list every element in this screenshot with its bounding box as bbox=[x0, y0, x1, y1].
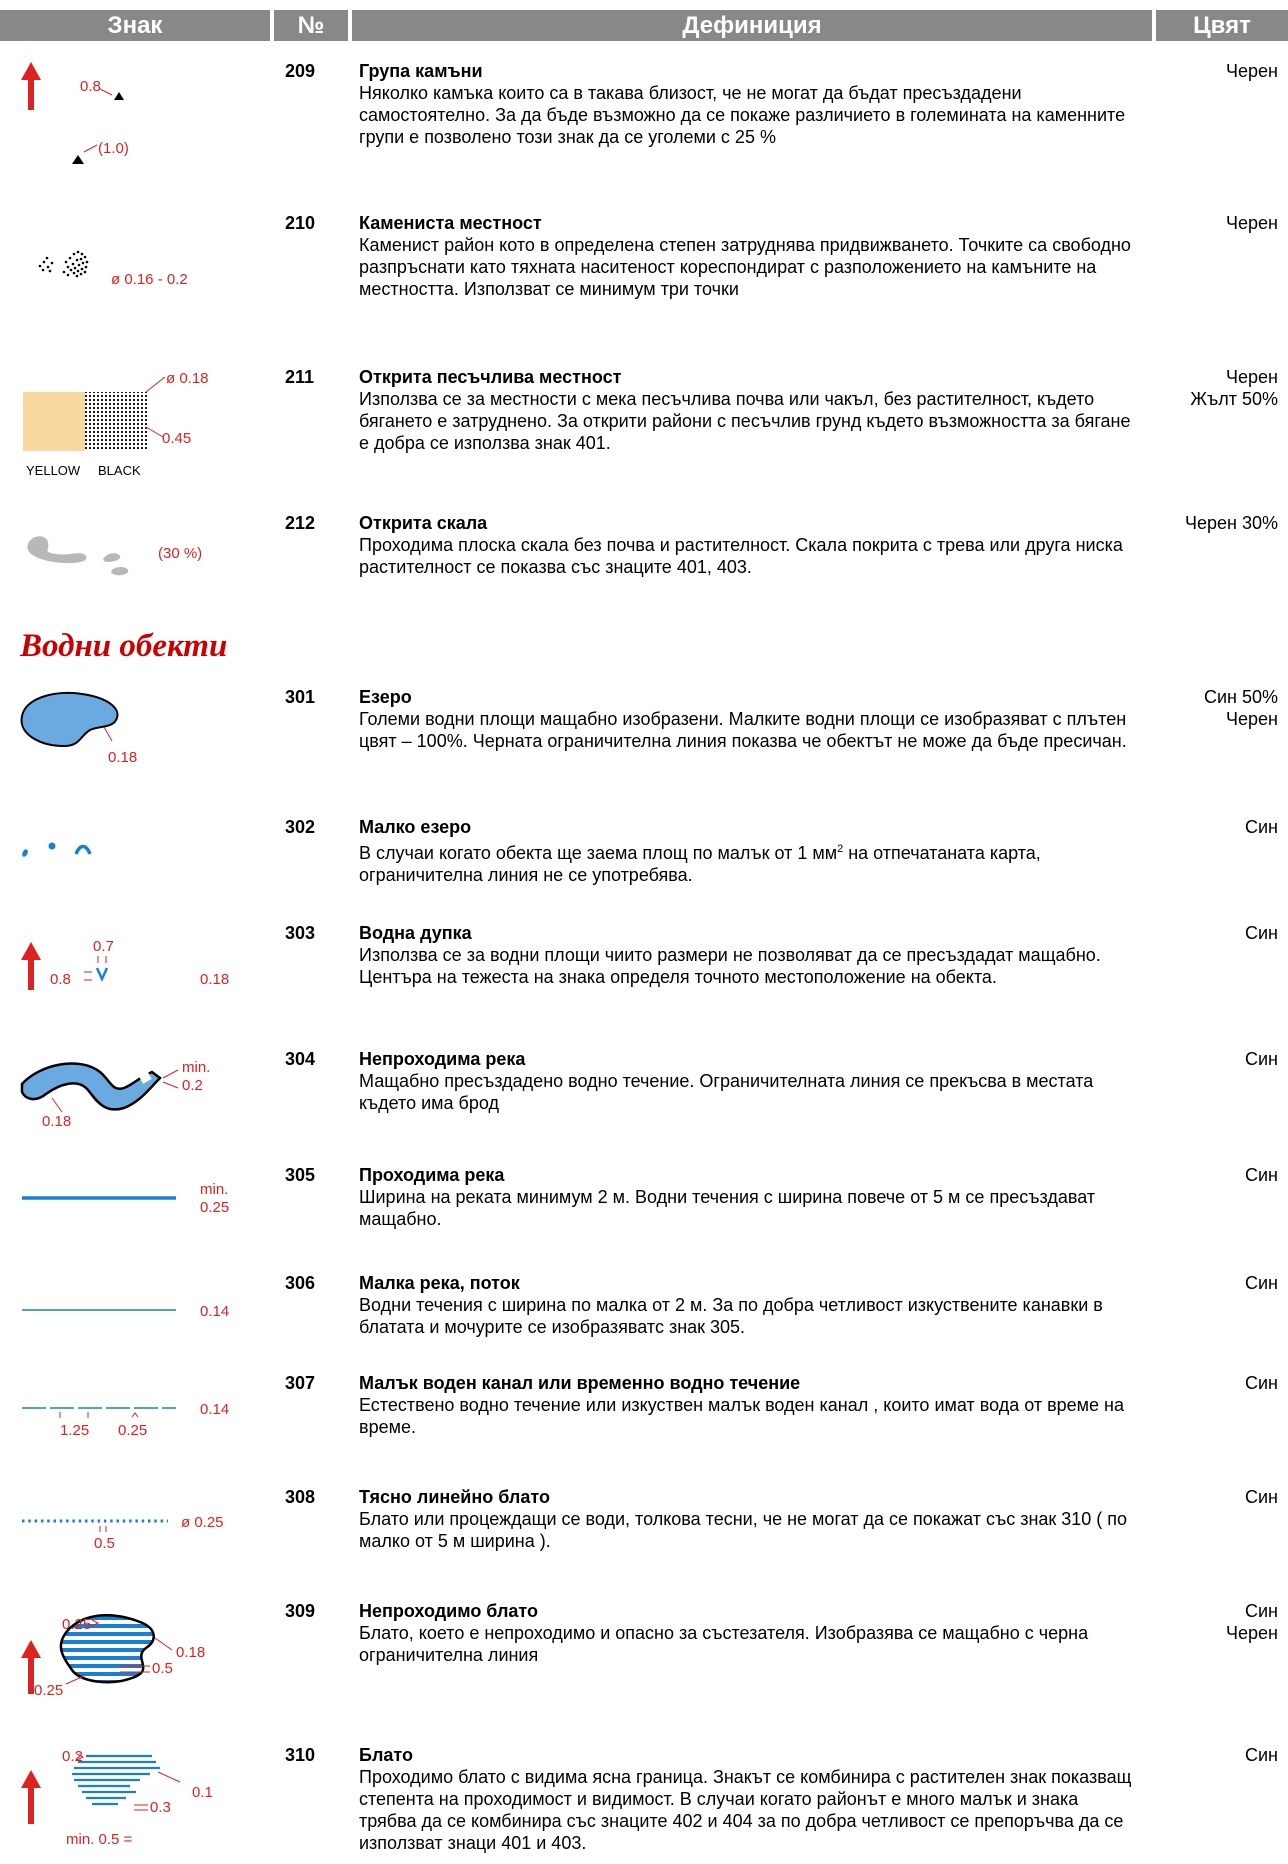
label-209-a: 0.8 bbox=[80, 78, 101, 95]
title-305: Проходима река bbox=[359, 1165, 505, 1185]
label-309-a: 0.25 bbox=[62, 1616, 92, 1633]
symbol-uncrossable-marsh-icon bbox=[0, 1600, 270, 1720]
symbol-stone-group-icon bbox=[0, 60, 270, 180]
title-301: Езеро bbox=[359, 687, 412, 707]
title-310: Блато bbox=[359, 1745, 413, 1765]
symbol-bare-rock-icon bbox=[0, 512, 270, 632]
number-210: 210 bbox=[285, 213, 316, 233]
header-definition: Дефиниция bbox=[352, 10, 1152, 41]
desc-310: Проходимо блато с видима ясна граница. Знакът се комбинира с растителен знак показващ степента на проходимост и видимост. В случаи когато районът е много малък и знака трябва да се комбинира със знаците 402 и 404 за по добра четливост се препоръчва да се използват знаци 401 и 403. bbox=[359, 1767, 1132, 1853]
title-212: Открита скала bbox=[359, 513, 488, 533]
title-307: Малък воден канал или временно водно течение bbox=[359, 1373, 801, 1393]
label-304-c: 0.18 bbox=[42, 1113, 72, 1130]
label-yellow: YELLOW bbox=[26, 463, 81, 478]
section-title-water: Водни обекти bbox=[20, 628, 228, 664]
label-310-d: min. 0.5 = bbox=[66, 1831, 133, 1848]
color-212: Черен 30% bbox=[1185, 513, 1278, 533]
symbol-stony-ground-icon bbox=[0, 212, 270, 332]
number-308: 308 bbox=[285, 1487, 316, 1507]
label-303-b: 0.8 bbox=[50, 971, 71, 988]
symbol-lake-icon bbox=[0, 686, 270, 806]
label-304-a: min. bbox=[182, 1059, 211, 1076]
number-212: 212 bbox=[285, 513, 316, 533]
symbol-uncrossable-river-icon bbox=[0, 1048, 270, 1168]
label-209-b: (1.0) bbox=[98, 140, 129, 157]
title-211: Открита песъчлива местност bbox=[359, 367, 622, 387]
title-308: Тясно линейно блато bbox=[359, 1487, 550, 1507]
label-305-b: 0.25 bbox=[200, 1199, 230, 1216]
desc-304: Мащабно пресъздадено водно течение. Ограничителната линия се прекъсва в местата където има брод bbox=[359, 1071, 1094, 1113]
title-304: Непроходима река bbox=[359, 1049, 526, 1069]
color-306: Син bbox=[1245, 1273, 1278, 1293]
number-304: 304 bbox=[285, 1049, 316, 1069]
number-211: 211 bbox=[285, 367, 315, 387]
label-309-c: 0.5 bbox=[152, 1660, 173, 1677]
label-310-b: 0.1 bbox=[192, 1784, 213, 1801]
color-303: Син bbox=[1245, 923, 1278, 943]
label-303-a: 0.7 bbox=[93, 938, 114, 955]
desc-301: Големи водни площи мащабно изобразени. Малките водни площи се изобразяват с плътен цвят – 100%. Черната ограничителна линия показва че обектът не може да бъде пресичан. bbox=[359, 709, 1127, 751]
symbol-crossable-river-icon bbox=[0, 1164, 270, 1284]
title-210: Камениста местност bbox=[359, 213, 542, 233]
color-210: Черен bbox=[1226, 213, 1278, 233]
label-305-a: min. bbox=[200, 1181, 229, 1198]
header-color: Цвят bbox=[1156, 10, 1288, 41]
desc-306: Водни течения с ширина по малка от 2 м. За по добра четливост изкуствените канавки в блатата и мочурите се изобразяватс знак 305. bbox=[359, 1295, 1103, 1337]
desc-303: Използва се за водни площи чиито размери не позволяват да се пресъздадат мащабно. Центъра на тежеста на знака определя точното местоположение на обекта. bbox=[359, 945, 1101, 987]
color-309: Син Черен bbox=[1226, 1601, 1278, 1643]
number-305: 305 bbox=[285, 1165, 316, 1185]
desc-211: Използва се за местности с мека песъчлива почва или чакъл, без растителност, където бягането е затруднено. За открити райони с песъчлив грунд където възможността за бягане е добра се използва знак 401. bbox=[359, 389, 1131, 453]
number-310: 310 bbox=[285, 1745, 316, 1765]
label-303-c: 0.18 bbox=[200, 971, 230, 988]
symbol-sandy-ground-icon bbox=[0, 366, 270, 486]
number-309: 309 bbox=[285, 1601, 316, 1621]
label-310-c: 0.3 bbox=[150, 1799, 171, 1816]
symbol-minor-channel-icon bbox=[0, 1372, 270, 1492]
title-309: Непроходимо блато bbox=[359, 1601, 538, 1621]
label-211-b: 0.45 bbox=[162, 430, 192, 447]
symbol-water-hole-icon bbox=[0, 922, 270, 1042]
number-209: 209 bbox=[285, 61, 316, 81]
desc-212: Проходима плоска скала без почва и растителност. Скала покрита с трева или друга ниска растителност се показва със знаците 401, 403. bbox=[359, 535, 1123, 577]
title-302: Малко езеро bbox=[359, 817, 472, 837]
label-304-b: 0.2 bbox=[182, 1077, 203, 1094]
number-301: 301 bbox=[285, 687, 316, 707]
color-307: Син bbox=[1245, 1373, 1278, 1393]
color-301: Син 50% Черен bbox=[1203, 687, 1278, 729]
label-307-c: 0.25 bbox=[118, 1422, 148, 1439]
color-310: Син bbox=[1245, 1745, 1278, 1765]
number-307: 307 bbox=[285, 1373, 316, 1393]
label-308-b: 0.5 bbox=[94, 1535, 115, 1552]
desc-305: Ширина на реката минимум 2 м. Водни течения с ширина повече от 5 м се пресъздават мащабно. bbox=[359, 1187, 1096, 1229]
desc-209: Няколко камъка които са в такава близост, че не могат да бъдат пресъздадени самостоятелно. За да бъде възможно да се покаже различието в големината на каменните групи е позволено този знак да се уголеми с 25 % bbox=[359, 83, 1126, 147]
header-number: № bbox=[274, 10, 348, 41]
label-210: ø 0.16 - 0.2 bbox=[111, 271, 188, 288]
desc-308: Блато или процеждащи се води, толкова тесни, че не могат да се покажат със знак 310 ( по малко от 5 м ширина ). bbox=[359, 1509, 1128, 1551]
desc-309: Блато, което е непроходимо и опасно за състезателя. Изобразява се мащабно с черна ограничителна линия bbox=[359, 1623, 1089, 1665]
label-307-b: 1.25 bbox=[60, 1422, 90, 1439]
label-309-b: 0.18 bbox=[176, 1644, 206, 1661]
symbol-marsh-icon bbox=[0, 1744, 270, 1864]
label-212: (30 %) bbox=[158, 545, 203, 562]
number-302: 302 bbox=[285, 817, 316, 837]
label-309-d: 0.25 bbox=[34, 1682, 64, 1699]
color-308: Син bbox=[1245, 1487, 1278, 1507]
title-303: Водна дупка bbox=[359, 923, 472, 943]
number-303: 303 bbox=[285, 923, 316, 943]
label-308-a: ø 0.25 bbox=[181, 1514, 224, 1531]
color-211: Черен Жълт 50% bbox=[1190, 367, 1278, 409]
color-305: Син bbox=[1245, 1165, 1278, 1185]
color-302: Син bbox=[1245, 817, 1278, 837]
label-307-a: 0.14 bbox=[200, 1401, 230, 1418]
desc-302: В случаи когато обекта ще заема площ по малък от 1 $мм^2$ на отпечатаната карта, ограничителна линия не се употребява. bbox=[359, 843, 1041, 885]
symbol-narrow-marsh-icon bbox=[0, 1486, 270, 1606]
label-301: 0.18 bbox=[108, 749, 138, 766]
desc-307: Естествено водно течение или изкуствен малък воден канал , които имат вода от време на време. bbox=[359, 1395, 1124, 1437]
desc-210: Каменист район кото в определена степен затруднява придвижването. Точките са свободно разпръснати като тяхната наситеност кореспондират с разположението на камъните на местността. Използват се минимум три точки bbox=[359, 235, 1131, 299]
label-211-a: ø 0.18 bbox=[166, 370, 209, 387]
title-209: Група камъни bbox=[359, 61, 483, 81]
color-304: Син bbox=[1245, 1049, 1278, 1069]
number-306: 306 bbox=[285, 1273, 316, 1293]
label-310-a: 0.2 bbox=[62, 1748, 83, 1765]
symbol-small-lake-icon bbox=[0, 816, 270, 936]
title-306: Малка река, поток bbox=[359, 1273, 520, 1293]
color-209: Черен bbox=[1226, 61, 1278, 81]
label-black: BLACK bbox=[98, 463, 141, 478]
header-sign: Знак bbox=[0, 10, 270, 41]
label-306: 0.14 bbox=[200, 1303, 230, 1320]
